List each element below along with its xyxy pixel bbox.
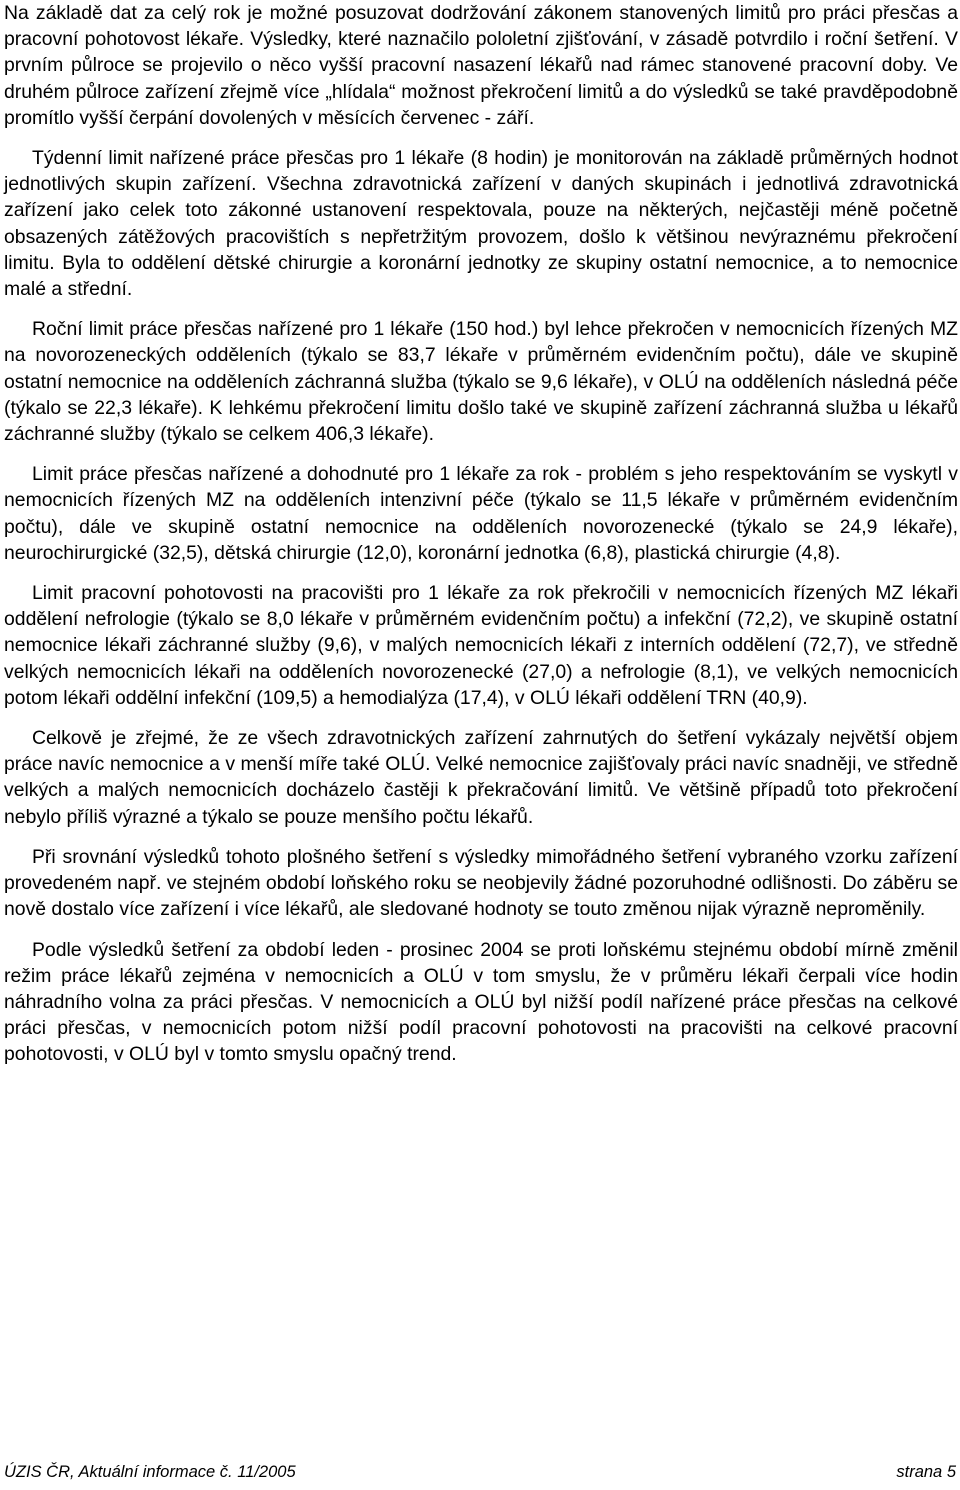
footer-source: ÚZIS ČR, Aktuální informace č. 11/2005: [4, 1463, 296, 1481]
paragraph-6: Celkově je zřejmé, že ze všech zdravotnických zařízení zahrnutých do šetření vykázaly největší objem práce navíc nemocnice a v menší míře také OLÚ. Velké nemocnice zajišťovaly práci navíc snadněji, ve středně velkých a malých nemocnicích docházelo častěji k překračování limitů. Ve většině případů toto překročení nebylo příliš výrazné a týkalo se pouze menšího počtu lékařů.: [4, 727, 958, 828]
paragraph-4: Limit práce přesčas nařízené a dohodnuté pro 1 lékaře za rok - problém s jeho respektováním se vyskytl v nemocnicích řízených MZ na odděleních intenzivní péče (týkalo se 11,5 lékaře v průměrném evidenčním počtu), dále ve skupině ostatní nemocnice na odděleních novorozenecké (týkalo se 24,9 lékaře), neurochirurgické (32,5), dětská chirurgie (12,0), koronární jednotka (6,8), plastická chirurgie (4,8).: [4, 463, 958, 564]
paragraph-5: Limit pracovní pohotovosti na pracovišti pro 1 lékaře za rok překročili v nemocnicích řízených MZ lékaři oddělení nefrologie (týkalo se 8,0 lékaře v průměrném evidenčním počtu) a infekční (72,2), ve skupině ostatní nemocnice lékaři záchranné služby (9,6), v malých nemocnicích lékaři z interních oddělení (72,7), ve středně velkých nemocnicích lékaři na odděleních novorozenecké (27,0) a nefrologie (8,1), ve velkých nemocnicích potom lékaři oddělní infekční (109,5) a hemodialýza (17,4), v OLÚ lékaři oddělení TRN (40,9).: [4, 582, 958, 709]
page-number: strana 5: [896, 1463, 956, 1481]
paragraph-2: Týdenní limit nařízené práce přesčas pro 1 lékaře (8 hodin) je monitorován na základě průměrných hodnot jednotlivých skupin zařízení. Všechna zdravotnická zařízení v daných skupinách i jednotlivá zdravotnická zařízení jako celek toto zákonné ustanovení respektovala, pouze na některých, nejčastěji méně početně obsazených zátěžových pracovištích s nepřetržitým provozem, došlo k většinou nevýraznému překročení limitu. Byla to oddělení dětské chirurgie a koronární jednotky ze skupiny ostatní nemocnice, a to nemocnice malé a střední.: [4, 147, 958, 301]
paragraph-8: Podle výsledků šetření za období leden - prosinec 2004 se proti loňskému stejnému období mírně změnil režim práce lékařů zejména v nemocnicích a OLÚ v tom smyslu, že v průměru lékaři čerpali více hodin náhradního volna za práci přesčas. V nemocnicích a OLÚ byl nižší podíl nařízené práce přesčas na celkové práci přesčas, v nemocnicích potom nižší podíl pracovní pohotovosti na pracovišti na celkové pracovní pohotovosti, v OLÚ byl v tomto smyslu opačný trend.: [4, 938, 958, 1066]
page-footer: [4, 1462, 956, 1482]
paragraph-7: Při srovnání výsledků tohoto plošného šetření s výsledky mimořádného šetření vybraného vzorku zařízení provedeném např. ve stejném období loňského roku se neobjevily žádné pozoruhodné odlišnosti. Do záběru se nově dostalo více zařízení i více lékařů, ale sledované hodnoty se touto změnou nijak výrazně nepromĕnily.: [4, 845, 958, 921]
paragraph-3: Roční limit práce přesčas nařízené pro 1 lékaře (150 hod.) byl lehce překročen v nemocnicích řízených MZ na novorozeneckých odděleních (týkalo se 83,7 lékaře v průměrném evidenčním počtu), dále ve skupině ostatní nemocnice na odděleních záchranná služba (týkalo se 9,6 lékaře), v OLÚ na odděleních následná péče (týkalo se 22,3 lékaře). K lehkému překročení limitu došlo také ve skupině zařízení záchranná služba u lékařů záchranné služby (týkalo se celkem 406,3 lékaře).: [4, 318, 958, 446]
document-body: [4, 0, 958, 1082]
paragraph-1: Na základě dat za celý rok je možné posuzovat dodržování zákonem stanovených limitů pro práci přesčas a pracovní pohotovost lékaře. Výsledky, které naznačilo pololetní zjišťování, v zásadě potvrdilo i roční šetření. V prvním půlroce se projevilo o něco vyšší pracovní nasazení lékařů nad rámec stanovené pracovní doby. Ve druhém půlroce zařízení zřejmě více „hlídala“ možnost překročení limitů a do výsledků se také pravděpodobně promítlo vyšší čerpání dovolených v měsících červenec - září.: [4, 2, 958, 129]
